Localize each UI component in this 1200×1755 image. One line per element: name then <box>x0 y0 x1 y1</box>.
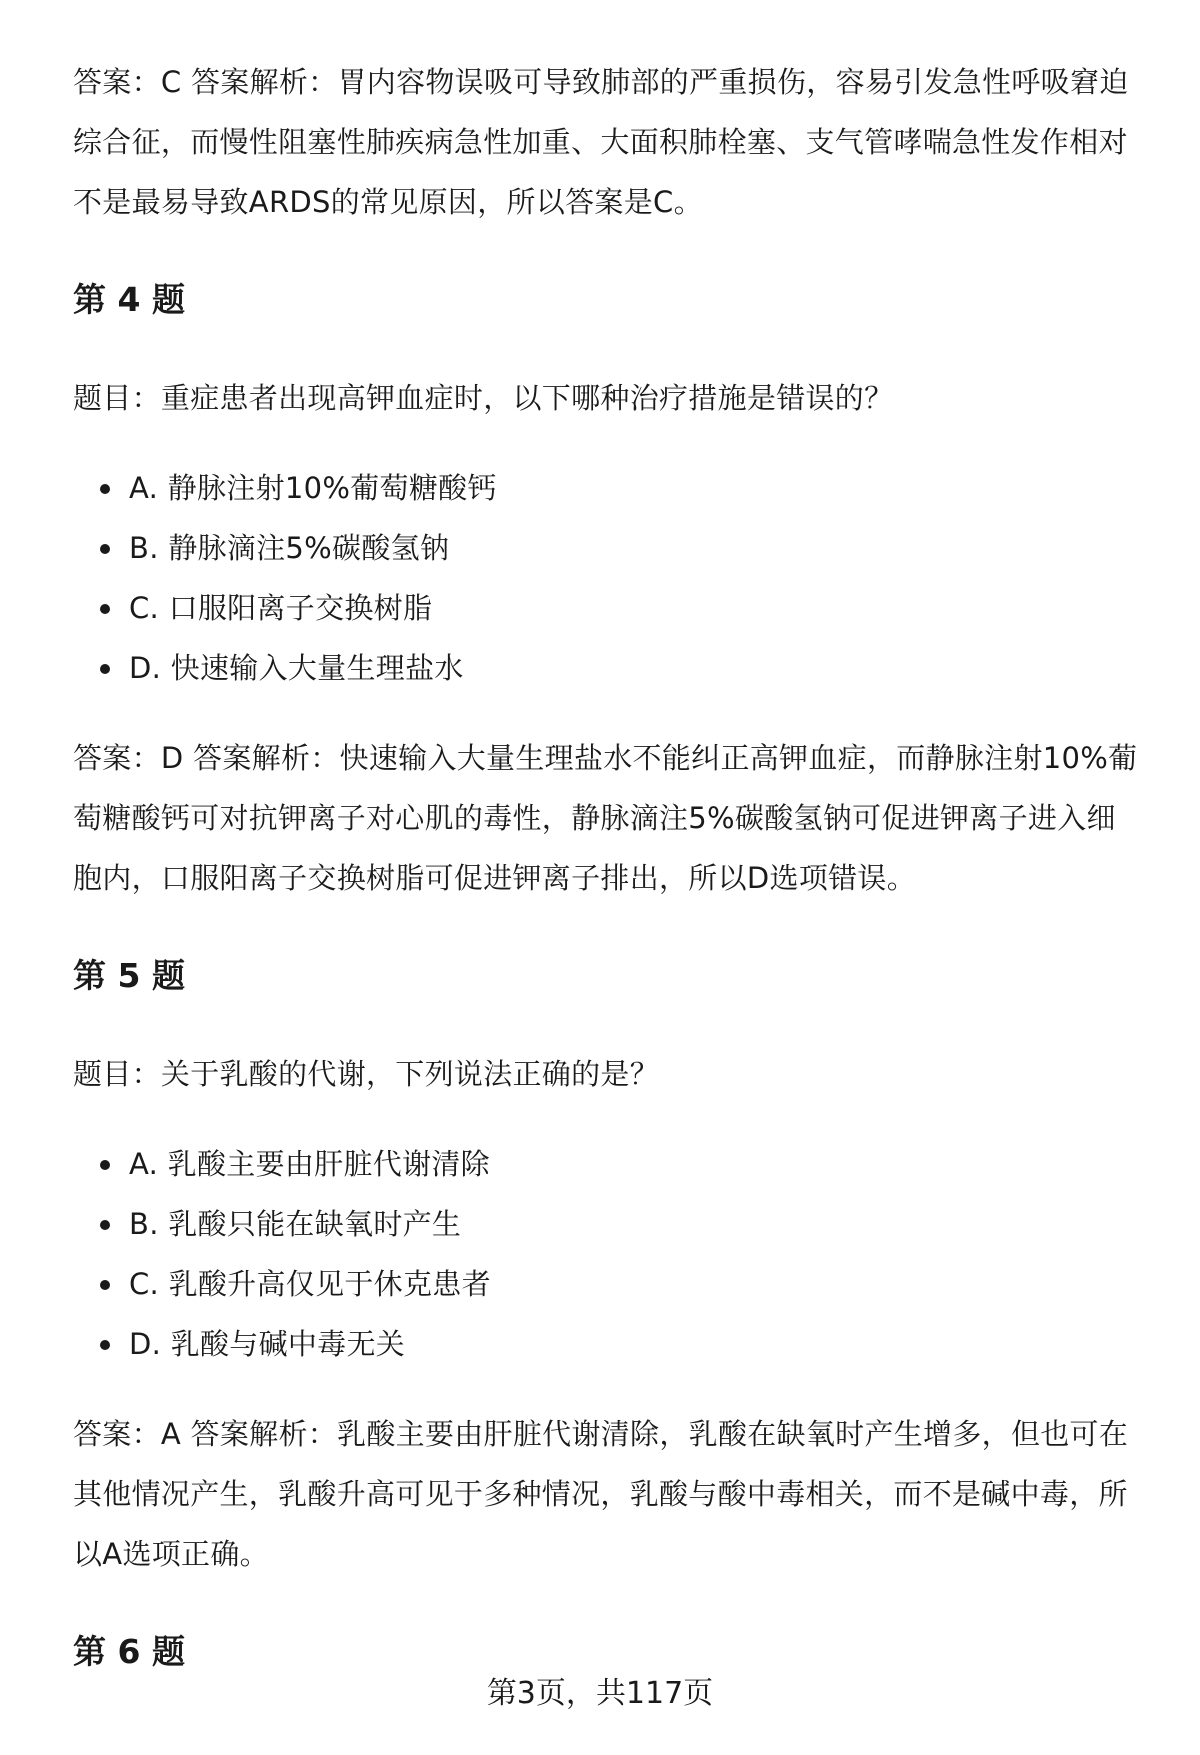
answer-line: 综合征，而慢性阻塞性肺疾病急性加重、大面积肺栓塞、支气管哮喘急性发作相对 <box>73 125 1128 159</box>
option-item <box>73 458 1153 518</box>
bullet-icon <box>100 1340 110 1350</box>
question-5-text: 题目：关于乳酸的代谢，下列说法正确的是？ <box>73 1057 660 1091</box>
option-item <box>73 1194 1153 1254</box>
answer-line: 答案：D 答案解析：快速输入大量生理盐水不能纠正高钾血症，而静脉注射10%葡 <box>73 741 1138 775</box>
question-4-text: 题目：重症患者出现高钾血症时，以下哪种治疗措施是错误的？ <box>73 381 894 415</box>
document-page <box>73 52 1153 1682</box>
bullet-icon <box>100 544 110 554</box>
option-label: C. 乳酸升高仅见于休克患者 <box>129 1267 491 1301</box>
option-label: B. 静脉滴注5%碳酸氢钠 <box>129 531 450 565</box>
page-number: 第3页，共117页 <box>486 1676 714 1711</box>
answer-line: 答案：A 答案解析：乳酸主要由肝脏代谢清除，乳酸在缺氧时产生增多，但也可在 <box>73 1417 1129 1451</box>
answer-line: 萄糖酸钙可对抗钾离子对心肌的毒性，静脉滴注5%碳酸氢钠可促进钾离子进入细 <box>73 801 1116 835</box>
bullet-icon <box>100 484 110 494</box>
answer-line: 以A选项正确。 <box>73 1537 269 1571</box>
question-6-heading: 第 6 题 <box>73 1632 185 1671</box>
bullet-icon <box>100 1280 110 1290</box>
option-label: C. 口服阳离子交换树脂 <box>129 591 433 625</box>
option-item <box>73 1254 1153 1314</box>
question-4-answer <box>73 728 1153 908</box>
answer-line: 胞内，口服阳离子交换树脂可促进钾离子排出，所以D选项错误。 <box>73 861 917 895</box>
answer-line: 其他情况产生，乳酸升高可见于多种情况，乳酸与酸中毒相关，而不是碱中毒，所 <box>73 1477 1128 1511</box>
option-label: B. 乳酸只能在缺氧时产生 <box>129 1207 462 1241</box>
option-item <box>73 1314 1153 1374</box>
bullet-icon <box>100 664 110 674</box>
bullet-icon <box>100 1220 110 1230</box>
question-5-options <box>73 1134 1153 1374</box>
question-4-heading: 第 4 题 <box>73 280 185 319</box>
question-5-answer <box>73 1404 1153 1584</box>
bullet-icon <box>100 604 110 614</box>
question-4-options <box>73 458 1153 698</box>
option-item <box>73 1134 1153 1194</box>
option-item <box>73 578 1153 638</box>
option-label: A. 静脉注射10%葡萄糖酸钙 <box>129 471 497 505</box>
answer-line: 不是最易导致ARDS的常见原因，所以答案是C。 <box>73 185 703 219</box>
option-label: A. 乳酸主要由肝脏代谢清除 <box>129 1147 490 1181</box>
question-5-heading: 第 5 题 <box>73 956 185 995</box>
option-item <box>73 638 1153 698</box>
option-label: D. 乳酸与碱中毒无关 <box>129 1327 406 1361</box>
bullet-icon <box>100 1160 110 1170</box>
option-item <box>73 518 1153 578</box>
answer-line: 答案：C 答案解析：胃内容物误吸可导致肺部的严重损伤，容易引发急性呼吸窘迫 <box>73 65 1129 99</box>
option-label: D. 快速输入大量生理盐水 <box>129 651 464 685</box>
q3-answer <box>73 52 1153 232</box>
